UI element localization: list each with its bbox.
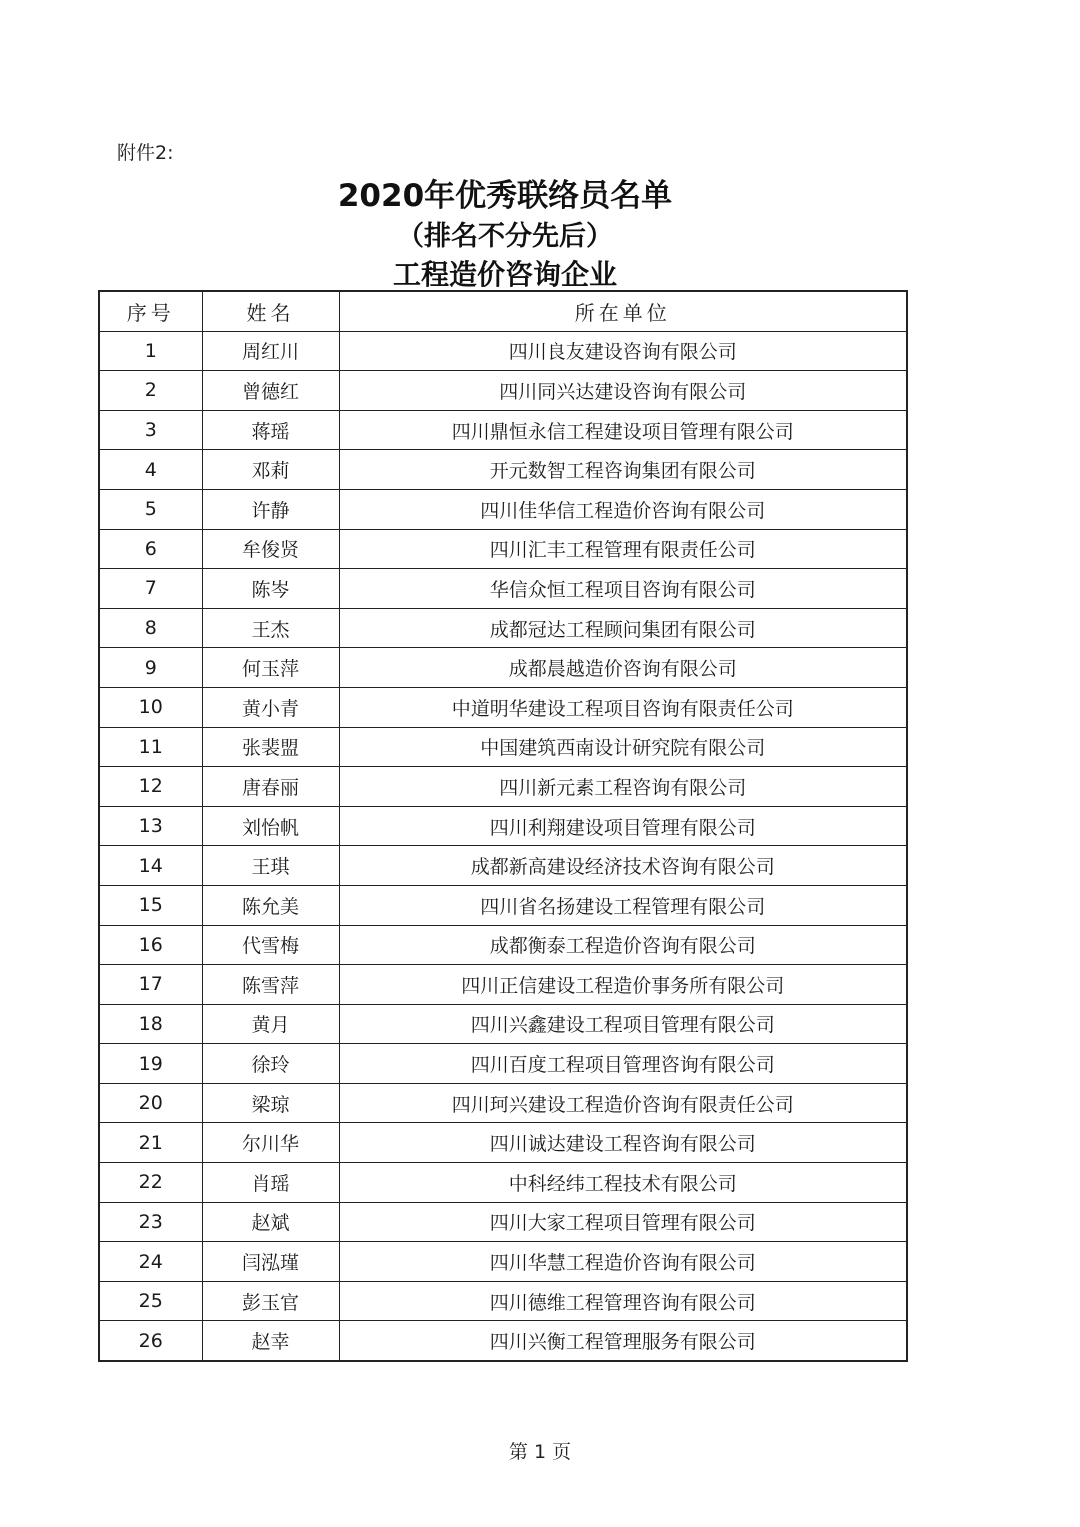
table-row bbox=[99, 331, 907, 371]
table-row bbox=[99, 767, 907, 807]
table-row bbox=[99, 1083, 907, 1123]
cell-unit: 四川德维工程管理咨询有限公司 bbox=[339, 1281, 907, 1321]
cell-unit: 四川正信建设工程造价事务所有限公司 bbox=[339, 965, 907, 1005]
cell-name: 张裴盟 bbox=[202, 727, 339, 767]
cell-name: 周红川 bbox=[202, 331, 339, 371]
cell-name: 黄小青 bbox=[202, 687, 339, 727]
cell-unit: 四川良友建设咨询有限公司 bbox=[339, 331, 907, 371]
cell-unit: 四川汇丰工程管理有限责任公司 bbox=[339, 529, 907, 569]
cell-unit: 四川兴鑫建设工程项目管理有限公司 bbox=[339, 1004, 907, 1044]
cell-unit: 华信众恒工程项目咨询有限公司 bbox=[339, 569, 907, 609]
cell-unit: 开元数智工程咨询集团有限公司 bbox=[339, 450, 907, 490]
cell-number: 16 bbox=[99, 925, 202, 965]
cell-number: 3 bbox=[99, 410, 202, 450]
cell-unit: 四川华慧工程造价咨询有限公司 bbox=[339, 1242, 907, 1282]
cell-unit: 四川大家工程项目管理有限公司 bbox=[339, 1202, 907, 1242]
cell-name: 王杰 bbox=[202, 608, 339, 648]
cell-name: 赵幸 bbox=[202, 1321, 339, 1361]
document-title: 2020年优秀联络员名单 bbox=[337, 178, 673, 214]
cell-unit: 成都新高建设经济技术咨询有限公司 bbox=[339, 846, 907, 886]
cell-unit: 成都晨越造价咨询有限公司 bbox=[339, 648, 907, 688]
cell-name: 牟俊贤 bbox=[202, 529, 339, 569]
cell-name: 蒋瑶 bbox=[202, 410, 339, 450]
cell-name: 陈允美 bbox=[202, 885, 339, 925]
table-row bbox=[99, 1281, 907, 1321]
cell-number: 22 bbox=[99, 1163, 202, 1203]
table-row bbox=[99, 489, 907, 529]
table-row bbox=[99, 687, 907, 727]
cell-unit: 四川佳华信工程造价咨询有限公司 bbox=[339, 489, 907, 529]
table-row bbox=[99, 1242, 907, 1282]
cell-number: 25 bbox=[99, 1281, 202, 1321]
cell-name: 尔川华 bbox=[202, 1123, 339, 1163]
cell-name: 黄月 bbox=[202, 1004, 339, 1044]
cell-number: 26 bbox=[99, 1321, 202, 1361]
cell-name: 陈雪萍 bbox=[202, 965, 339, 1005]
attachment-label: 附件2: bbox=[117, 142, 174, 164]
cell-number: 11 bbox=[99, 727, 202, 767]
table-body bbox=[99, 331, 907, 1361]
cell-unit: 四川百度工程项目管理咨询有限公司 bbox=[339, 1044, 907, 1084]
cell-number: 12 bbox=[99, 767, 202, 807]
cell-name: 王琪 bbox=[202, 846, 339, 886]
table-row bbox=[99, 608, 907, 648]
cell-name: 代雪梅 bbox=[202, 925, 339, 965]
table-row bbox=[99, 1004, 907, 1044]
table-row bbox=[99, 529, 907, 569]
cell-number: 23 bbox=[99, 1202, 202, 1242]
header-unit: 所在单位 bbox=[339, 291, 907, 331]
cell-unit: 中科经纬工程技术有限公司 bbox=[339, 1163, 907, 1203]
cell-name: 彭玉官 bbox=[202, 1281, 339, 1321]
cell-number: 8 bbox=[99, 608, 202, 648]
cell-name: 陈岑 bbox=[202, 569, 339, 609]
cell-number: 2 bbox=[99, 371, 202, 411]
cell-unit: 成都冠达工程顾问集团有限公司 bbox=[339, 608, 907, 648]
cell-number: 15 bbox=[99, 885, 202, 925]
table-row bbox=[99, 648, 907, 688]
table-row bbox=[99, 1123, 907, 1163]
cell-number: 18 bbox=[99, 1004, 202, 1044]
cell-number: 13 bbox=[99, 806, 202, 846]
cell-number: 4 bbox=[99, 450, 202, 490]
cell-number: 24 bbox=[99, 1242, 202, 1282]
cell-number: 7 bbox=[99, 569, 202, 609]
cell-unit: 四川兴衡工程管理服务有限公司 bbox=[339, 1321, 907, 1361]
table-row bbox=[99, 806, 907, 846]
table-row bbox=[99, 727, 907, 767]
document-subtitle: （排名不分先后） bbox=[397, 221, 613, 252]
cell-name: 曾德红 bbox=[202, 371, 339, 411]
cell-unit: 四川同兴达建设咨询有限公司 bbox=[339, 371, 907, 411]
table-row bbox=[99, 965, 907, 1005]
table-row bbox=[99, 569, 907, 609]
cell-name: 何玉萍 bbox=[202, 648, 339, 688]
cell-number: 14 bbox=[99, 846, 202, 886]
cell-unit: 成都衡泰工程造价咨询有限公司 bbox=[339, 925, 907, 965]
cell-name: 刘怡帆 bbox=[202, 806, 339, 846]
cell-name: 肖瑶 bbox=[202, 1163, 339, 1203]
cell-number: 5 bbox=[99, 489, 202, 529]
cell-name: 赵斌 bbox=[202, 1202, 339, 1242]
cell-unit: 四川鼎恒永信工程建设项目管理有限公司 bbox=[339, 410, 907, 450]
cell-number: 1 bbox=[99, 331, 202, 371]
cell-number: 17 bbox=[99, 965, 202, 1005]
cell-unit: 四川新元素工程咨询有限公司 bbox=[339, 767, 907, 807]
cell-unit: 中道明华建设工程项目咨询有限责任公司 bbox=[339, 687, 907, 727]
cell-name: 邓莉 bbox=[202, 450, 339, 490]
document-category: 工程造价咨询企业 bbox=[392, 258, 617, 291]
table-row bbox=[99, 1321, 907, 1361]
table-row bbox=[99, 371, 907, 411]
header-number: 序号 bbox=[99, 291, 202, 331]
cell-name: 闫泓瑾 bbox=[202, 1242, 339, 1282]
roster-table bbox=[98, 290, 908, 1362]
table-row bbox=[99, 925, 907, 965]
table-row bbox=[99, 846, 907, 886]
header-name: 姓名 bbox=[202, 291, 339, 331]
cell-number: 21 bbox=[99, 1123, 202, 1163]
cell-name: 许静 bbox=[202, 489, 339, 529]
table-row bbox=[99, 410, 907, 450]
cell-unit: 四川诚达建设工程咨询有限公司 bbox=[339, 1123, 907, 1163]
cell-name: 徐玲 bbox=[202, 1044, 339, 1084]
table-row bbox=[99, 1202, 907, 1242]
page-number: 第 1 页 bbox=[508, 1441, 572, 1463]
cell-number: 9 bbox=[99, 648, 202, 688]
cell-number: 6 bbox=[99, 529, 202, 569]
cell-number: 19 bbox=[99, 1044, 202, 1084]
cell-unit: 中国建筑西南设计研究院有限公司 bbox=[339, 727, 907, 767]
cell-number: 20 bbox=[99, 1083, 202, 1123]
table-row bbox=[99, 450, 907, 490]
table-row bbox=[99, 885, 907, 925]
cell-number: 10 bbox=[99, 687, 202, 727]
cell-name: 梁琼 bbox=[202, 1083, 339, 1123]
cell-unit: 四川省名扬建设工程管理有限公司 bbox=[339, 885, 907, 925]
table-row bbox=[99, 1044, 907, 1084]
cell-name: 唐春丽 bbox=[202, 767, 339, 807]
table-header-row bbox=[99, 291, 907, 331]
cell-unit: 四川珂兴建设工程造价咨询有限责任公司 bbox=[339, 1083, 907, 1123]
table-row bbox=[99, 1163, 907, 1203]
cell-unit: 四川利翔建设项目管理有限公司 bbox=[339, 806, 907, 846]
